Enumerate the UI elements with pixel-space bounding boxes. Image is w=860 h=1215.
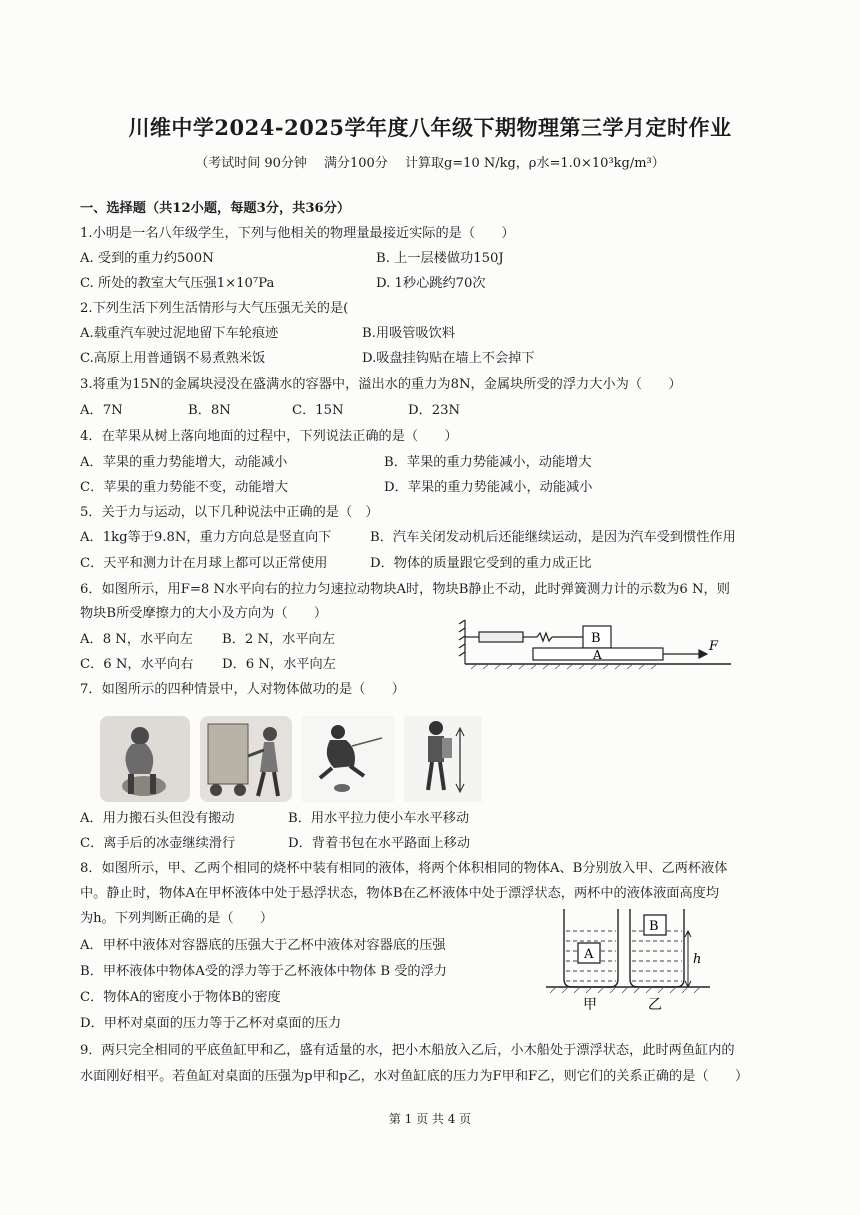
question-3-option-b: B．8N	[188, 403, 231, 418]
section-heading: 一、选择题（共12小题，每题3分，共36分）	[80, 201, 351, 216]
question-2-option-a: A.载重汽车驶过泥地留下车轮痕迹	[80, 326, 279, 341]
object-b-label: B	[649, 919, 659, 934]
object-a-label: A	[584, 947, 594, 962]
question-6-option-b: B．2 N，水平向左	[222, 632, 335, 647]
page-number: 第 1 页 共 4 页	[388, 1112, 472, 1126]
question-1-option-d: D. 1秒心跳约70次	[376, 276, 486, 291]
pushing-cart-image	[200, 716, 292, 802]
question-3-stem: 3.将重为15N的金属块浸没在盛满水的容器中，溢出水的重力为8N，金属块所受的浮力大小为（ ）	[80, 377, 682, 392]
page-subtitle: （考试时间 90分钟 满分100分 计算取g=10 N/kg，ρ水=1.0×10³kg/m³）	[195, 156, 665, 171]
question-8-stem-cont: 中。静止时，物体A在甲杯液体中处于悬浮状态，物体B在乙杯液体中处于漂浮状态，两杯中的液体液面高度均	[80, 886, 720, 901]
question-6-option-d: D．6 N，水平向左	[222, 657, 336, 672]
beaker-jia-label: 甲	[583, 997, 597, 1013]
question-4-stem: 4．在苹果从树上落向地面的过程中，下列说法正确的是（ ）	[80, 429, 458, 444]
force-f-label: F	[709, 639, 719, 654]
question-4-option-a: A．苹果的重力势能增大，动能减小	[80, 455, 288, 470]
question-2-stem: 2.下列生活下列生活情形与大气压强无关的是(	[80, 301, 349, 316]
question-1-option-a: A. 受到的重力约500N	[80, 251, 214, 266]
question-8-option-d: D．甲杯对桌面的压力等于乙杯对桌面的压力	[80, 1016, 342, 1031]
question-3-option-c: C．15N	[292, 403, 344, 418]
question-9-stem-cont: 水面刚好相平。若鱼缸对桌面的压强为p甲和p乙，水对鱼缸底的压力为F甲和F乙，则它们的关系正确的是（ ）	[80, 1069, 749, 1084]
question-4-option-d: D．苹果的重力势能减小，动能减小	[384, 480, 593, 495]
question-1-option-c: C. 所处的教室大气压强1×10⁷Pa	[80, 276, 275, 291]
beakers-figure	[540, 905, 720, 1015]
question-3-option-a: A．7N	[80, 403, 123, 418]
question-7-option-b: B．用水平拉力使小车水平移动	[288, 811, 470, 826]
question-2-option-c: C.高原上用普通锅不易煮熟米饭	[80, 351, 266, 366]
question-7-stem: 7．如图所示的四种情景中，人对物体做功的是（ ）	[80, 682, 405, 697]
question-2-option-b: B.用吸管吸饮料	[362, 326, 456, 341]
question-6-option-c: C．6 N，水平向右	[80, 657, 194, 672]
question-5-option-b: B．汽车关闭发动机后还能继续运动，是因为汽车受到惯性作用	[370, 530, 736, 545]
question-8-option-a: A．甲杯中液体对容器底的压强大于乙杯中液体对容器底的压强	[80, 938, 446, 953]
question-1-stem: 1.小明是一名八年级学生，下列与他相关的物理量最接近实际的是（ ）	[80, 226, 515, 241]
question-7-option-a: A．用力搬石头但没有搬动	[80, 811, 235, 826]
lifting-stone-image	[100, 716, 190, 802]
question-6-stem: 6．如图所示，用F=8 N水平向右的拉力匀速拉动物块A时，物块B静止不动，此时弹簧测力计的示数为6 N，则	[80, 582, 730, 597]
question-8-stem: 8．如图所示，甲、乙两个相同的烧杯中装有相同的液体，将两个体积相同的物体A、B分别放入甲、乙两杯液体	[80, 861, 728, 876]
block-a-label: A	[593, 648, 602, 662]
question-9-stem: 9．两只完全相同的平底鱼缸甲和乙，盛有适量的水，把小木船放入乙后，小木船处于漂浮状态，此时两鱼缸内的	[80, 1043, 735, 1058]
question-6-option-a: A．8 N，水平向左	[80, 632, 193, 647]
curling-image	[302, 716, 394, 802]
backpack-walking-image	[404, 716, 482, 802]
height-h-label: h	[693, 952, 702, 967]
question-7-option-d: D．背着书包在水平路面上移动	[288, 836, 471, 851]
page-title: 川维中学2024-2025学年度八年级下期物理第三学月定时作业	[128, 115, 732, 140]
question-5-option-a: A．1kg等于9.8N，重力方向总是竖直向下	[80, 530, 332, 545]
question-5-option-d: D．物体的质量跟它受到的重力成正比	[370, 556, 592, 571]
question-4-option-c: C．苹果的重力势能不变，动能增大	[80, 480, 288, 495]
spring-scale-figure	[455, 612, 740, 674]
question-6-stem-cont: 物块B所受摩擦力的大小及方向为（ ）	[80, 606, 328, 621]
question-2-option-d: D.吸盘挂钩贴在墙上不会掉下	[362, 351, 535, 366]
question-7-option-c: C．离手后的冰壶继续滑行	[80, 836, 236, 851]
question-1-option-b: B. 上一层楼做功150J	[376, 251, 504, 266]
question-3-option-d: D．23N	[408, 403, 461, 418]
question-8-option-b: B．甲杯液体中物体A受的浮力等于乙杯液体中物体 B 受的浮力	[80, 964, 447, 979]
beaker-yi-label: 乙	[648, 997, 662, 1013]
question-5-option-c: C．天平和测力计在月球上都可以正常使用	[80, 556, 328, 571]
question-8-option-c: C．物体A的密度小于物体B的密度	[80, 990, 281, 1005]
question-8-stem-cont2: 为h。下列判断正确的是（ ）	[80, 911, 274, 926]
question-5-stem: 5．关于力与运动，以下几种说法中正确的是（ ）	[80, 505, 379, 520]
block-b-label: B	[591, 631, 601, 646]
question-4-option-b: B．苹果的重力势能减小，动能增大	[384, 455, 592, 470]
